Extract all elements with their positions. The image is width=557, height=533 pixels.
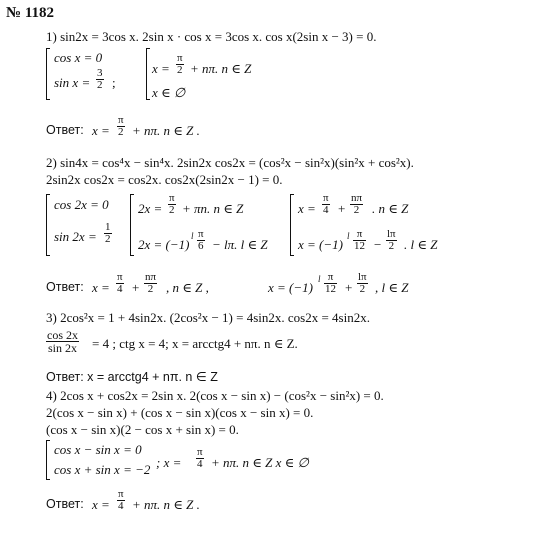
- part2-s1b-num: 1: [105, 221, 111, 233]
- part1-answer-left: x =: [92, 123, 110, 138]
- part1-answer-num: π: [118, 114, 124, 126]
- part2-s3b-frac2: [386, 229, 397, 252]
- part4-sol-num: π: [197, 446, 203, 458]
- part4-sys2: cos x + sin x = −2: [54, 462, 151, 477]
- part2-ans1-den1: 4: [117, 283, 123, 295]
- part2-s3b-exp: l: [347, 231, 350, 241]
- part2-s3a-left: x =: [298, 201, 316, 216]
- part4-sol-left: ; x =: [156, 455, 182, 470]
- part1-sys-a2-tail: ;: [112, 75, 116, 90]
- part1-answer-den: 2: [118, 126, 124, 138]
- part1-system-bracket: [46, 48, 50, 100]
- part3-frac-den: sin 2x: [47, 341, 77, 355]
- part1-line1: 1) sin2x = 3cos x. 2sin x · cos x = 3cos x. cos x(2sin x − 3) = 0.: [46, 29, 377, 44]
- part1-answer-tail: + nπ. n ∈ Z .: [132, 123, 200, 138]
- part2-ans2-exp: l: [318, 274, 321, 284]
- part4-sys1: cos x − sin x = 0: [54, 442, 142, 457]
- part2-s3a-plus: +: [338, 201, 346, 216]
- part1-solution-bracket: [146, 48, 150, 100]
- part4-line1: 4) 2cos x + cos2x = 2sin x. 2(cos x − sin x) − (cos²x − sin²x) = 0.: [46, 388, 384, 403]
- part2-ans1-num2: nπ: [145, 271, 157, 283]
- part4-answer-num: π: [118, 488, 124, 500]
- part2-system3-bracket: [290, 194, 294, 256]
- part3-answer: Ответ: x = arcctg4 + nπ. n ∈ Z: [46, 370, 218, 384]
- part2-s2b-tail: − lπ. l ∈ Z: [212, 237, 268, 252]
- part2-s1b-den: 2: [105, 233, 111, 245]
- part2-system1-bracket: [46, 194, 50, 256]
- part2-ans1-frac1: [116, 272, 124, 295]
- part2-s1b-left: sin 2x =: [54, 229, 97, 244]
- part2-s3b-frac1: [353, 229, 366, 252]
- part2-system2-bracket: [130, 194, 134, 256]
- part2-ans2-num1: π: [327, 271, 334, 283]
- part4-answer-frac: [117, 489, 125, 512]
- part1-sys-a1: cos x = 0: [54, 50, 103, 65]
- part1-sys-a2-frac: [96, 68, 104, 91]
- part2-s3a-num2: nπ: [351, 192, 363, 204]
- part4-answer-left: x =: [92, 497, 110, 512]
- part2-s2b-exp: l: [191, 231, 194, 241]
- part2-s3a-tail: . n ∈ Z: [372, 201, 409, 216]
- part4-answer-tail: + nπ. n ∈ Z .: [132, 497, 200, 512]
- part2-ans2-frac2: [357, 272, 368, 295]
- part4-line2: 2(cos x − sin x) + (cos x − sin x)(cos x − sin x) = 0.: [46, 405, 314, 420]
- part2-ans1-den2: 2: [144, 283, 157, 295]
- part2-s2a-left: 2x =: [138, 201, 163, 216]
- part1-sol1-frac: [176, 53, 184, 76]
- part4-line3: (cos x − sin x)(2 − cos x + sin x) = 0.: [46, 422, 239, 437]
- part2-s1a: cos 2x = 0: [54, 197, 109, 212]
- part4-sol-tail: + nπ. n ∈ Z x ∈ ∅: [211, 455, 309, 470]
- part3-line2-tail: = 4 ; ctg x = 4; x = arcctg4 + nπ. n ∈ Z.: [92, 336, 298, 351]
- part2-ans2-left: x = (−1): [268, 280, 313, 295]
- part2-ans1-left: x =: [92, 280, 110, 295]
- part2-s2a-den: 2: [169, 204, 175, 216]
- part2-ans2-tail: , l ∈ Z: [375, 280, 409, 295]
- part4-answer-label: Ответ:: [46, 497, 84, 511]
- part2-s2a-num: π: [169, 192, 175, 204]
- part2-s3a-den1: 4: [323, 204, 329, 216]
- part2-s3a-den2: 2: [350, 204, 363, 216]
- part2-ans2-den1: 12: [325, 283, 336, 295]
- part2-s2a-tail: + πn. n ∈ Z: [182, 201, 244, 216]
- part2-s2b-frac: [197, 229, 205, 252]
- part2-ans1-tail: , n ∈ Z ,: [166, 280, 209, 295]
- part4-sol-den: 4: [197, 458, 203, 470]
- part2-line1: 2) sin4x = cos⁴x − sin⁴x. 2sin2x cos2x = (cos²x − sin²x)(sin²x + cos²x).: [46, 155, 414, 170]
- part2-s3b-num2: lπ: [387, 228, 396, 240]
- part2-s2a-frac: [168, 193, 176, 216]
- part3-frac: [46, 329, 79, 354]
- part1-sys-a2-left: sin x =: [54, 75, 91, 90]
- part1-answer-frac: [117, 115, 125, 138]
- part2-s3b-num1: π: [356, 228, 363, 240]
- part1-sol2: x ∈ ∅: [152, 85, 186, 100]
- part2-s1b-frac: [104, 222, 112, 245]
- part2-ans1-plus: +: [132, 280, 140, 295]
- part2-s3a-frac1: [322, 193, 330, 216]
- part4-system-bracket: [46, 440, 50, 480]
- part2-s3b-minus: −: [374, 237, 382, 252]
- part1-sol1-den: 2: [177, 64, 183, 76]
- part2-answer-label: Ответ:: [46, 280, 84, 294]
- part4-answer-den: 4: [118, 500, 124, 512]
- part3-line1: 3) 2cos²x = 1 + 4sin2x. (2cos²x − 1) = 4sin2x. cos2x = 4sin2x.: [46, 310, 370, 325]
- part2-s3a-num1: π: [323, 192, 329, 204]
- problem-number: № 1182: [6, 5, 54, 21]
- part1-sol1-tail: + nπ. n ∈ Z: [190, 61, 252, 76]
- part2-s2b-den: 6: [198, 240, 204, 252]
- part1-sol1-left: x =: [152, 61, 170, 76]
- part2-ans2-frac1: [324, 272, 337, 295]
- part2-s3a-frac2: [350, 193, 363, 216]
- part2-ans1-num1: π: [117, 271, 123, 283]
- part2-s3b-left: x = (−1): [298, 237, 343, 252]
- part2-s2b-num: π: [198, 228, 204, 240]
- part2-s3b-tail: . l ∈ Z: [404, 237, 438, 252]
- part2-ans1-frac2: [144, 272, 157, 295]
- part4-sol-frac: [196, 447, 204, 470]
- part2-s3b-den1: 12: [354, 240, 365, 252]
- part3-frac-num: cos 2x: [47, 328, 78, 342]
- part1-answer-label: Ответ:: [46, 123, 84, 137]
- part2-s2b-left: 2x = (−1): [138, 237, 190, 252]
- part1-sol1-num: π: [177, 52, 183, 64]
- part2-s3b-den2: 2: [386, 240, 397, 252]
- part1-sys-a2-den: 2: [97, 79, 103, 91]
- part1-sys-a2-num: 3: [97, 67, 103, 79]
- part2-ans2-den2: 2: [357, 283, 368, 295]
- part2-ans2-plus: +: [345, 280, 353, 295]
- part2-line2: 2sin2x cos2x = cos2x. cos2x(2sin2x − 1) = 0.: [46, 172, 283, 187]
- part2-ans2-num2: lπ: [358, 271, 367, 283]
